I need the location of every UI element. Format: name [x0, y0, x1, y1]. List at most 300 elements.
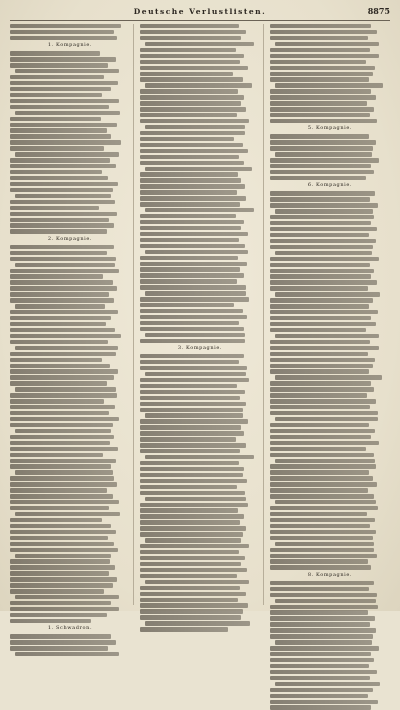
text-line [270, 518, 375, 522]
section-heading: 1. Schwadron. [47, 625, 93, 632]
text-line [140, 226, 241, 230]
text-line [140, 137, 234, 141]
text-line [10, 583, 113, 587]
section-heading: 6. Kompagnie. [307, 182, 353, 189]
text-line [140, 119, 249, 123]
text-line [140, 544, 249, 548]
text-line [270, 658, 374, 662]
section-heading: 2. Kompagnie. [47, 235, 93, 242]
text-line [270, 54, 379, 58]
text-line [15, 595, 119, 599]
text-line [10, 619, 91, 623]
text-line [145, 580, 249, 584]
text-line [10, 280, 113, 284]
text-line [140, 485, 237, 489]
text-line [10, 506, 109, 510]
text-line [270, 346, 379, 350]
text-line [270, 60, 366, 64]
text-line [10, 274, 103, 278]
text-line [270, 387, 374, 391]
text-line [270, 24, 371, 28]
text-line [140, 315, 247, 319]
text-line [270, 280, 377, 284]
text-line [145, 333, 245, 337]
text-line [275, 542, 374, 546]
text-line [270, 119, 377, 123]
text-line [140, 184, 245, 188]
text-line [15, 69, 119, 73]
text-line [140, 408, 243, 412]
column-2 [140, 24, 264, 605]
text-line [10, 634, 111, 638]
text-line [275, 83, 383, 87]
text-line [270, 146, 373, 150]
text-line [140, 598, 238, 602]
text-line [270, 548, 374, 552]
text-line [10, 447, 118, 451]
text-line [10, 322, 106, 326]
text-line [270, 322, 376, 326]
text-line [140, 425, 241, 429]
text-line [140, 36, 241, 40]
text-line [10, 51, 100, 55]
text-line [140, 149, 248, 153]
text-line [140, 77, 243, 81]
text-line [270, 464, 376, 468]
text-line [270, 304, 369, 308]
text-line [275, 640, 372, 644]
text-line [140, 244, 245, 248]
text-line [140, 526, 246, 530]
text-line [10, 571, 109, 575]
text-line [10, 134, 111, 138]
text-line [10, 340, 108, 344]
text-line [270, 245, 373, 249]
text-line [270, 310, 378, 314]
text-line [10, 146, 104, 150]
text-line [10, 565, 115, 569]
text-line [145, 621, 250, 625]
text-line [270, 134, 369, 138]
text-line [140, 54, 244, 58]
column-3 [270, 24, 390, 605]
text-line [145, 250, 248, 254]
text-line [145, 125, 245, 129]
text-line [10, 164, 116, 168]
text-line [10, 488, 107, 492]
text-line [10, 393, 117, 397]
text-line [140, 461, 239, 465]
text-line [10, 381, 107, 385]
text-line [140, 514, 244, 518]
text-line [140, 449, 240, 453]
text-line [10, 176, 108, 180]
text-line [140, 366, 247, 370]
text-line [270, 622, 370, 626]
text-line [140, 550, 239, 554]
text-line [140, 437, 236, 441]
text-line [145, 455, 254, 459]
text-line [270, 482, 377, 486]
text-line [270, 328, 366, 332]
text-line [15, 263, 115, 267]
text-line [275, 459, 375, 463]
text-line [10, 170, 102, 174]
text-line [270, 257, 379, 261]
text-line [270, 524, 370, 528]
text-line [270, 364, 373, 368]
text-line [140, 303, 234, 307]
text-line [10, 188, 113, 192]
text-line [145, 497, 246, 501]
text-line [10, 81, 118, 85]
text-line [10, 453, 103, 457]
text-line [270, 652, 371, 656]
text-line [270, 381, 371, 385]
text-line [275, 42, 379, 46]
text-line [145, 167, 252, 171]
text-line [270, 411, 378, 415]
text-line [270, 77, 369, 81]
text-line [270, 628, 376, 632]
text-line [270, 423, 369, 427]
text-line [10, 286, 117, 290]
text-line [10, 292, 109, 296]
text-line [10, 229, 107, 233]
text-line [10, 36, 117, 40]
text-line [140, 479, 247, 483]
text-line [270, 453, 374, 457]
text-line [270, 72, 373, 76]
text-line [140, 143, 243, 147]
text-line [10, 218, 109, 222]
text-line [270, 581, 374, 585]
text-line [140, 256, 238, 260]
text-line [140, 273, 244, 277]
text-line [140, 339, 245, 343]
text-line [10, 613, 107, 617]
text-line [270, 369, 369, 373]
text-line [270, 286, 368, 290]
text-line [140, 508, 238, 512]
text-line [140, 586, 240, 590]
text-line [15, 304, 105, 308]
text-line [140, 396, 240, 400]
text-line [270, 494, 374, 498]
text-line [270, 274, 371, 278]
text-line [270, 113, 370, 117]
text-line [10, 542, 114, 546]
text-line [10, 298, 114, 302]
text-line [270, 101, 367, 105]
text-line [275, 375, 382, 379]
text-line [270, 158, 379, 162]
text-line [140, 285, 246, 289]
text-line [140, 360, 239, 364]
text-line [15, 470, 113, 474]
text-line [10, 128, 107, 132]
text-line [270, 239, 376, 243]
text-line [10, 375, 114, 379]
page-title: Deutsche Verlustlisten. [133, 7, 267, 16]
text-line [270, 705, 371, 709]
text-line [270, 536, 373, 540]
text-line [140, 24, 239, 28]
text-line [10, 518, 102, 522]
text-line [10, 328, 115, 332]
text-line [10, 500, 119, 504]
text-line [140, 66, 248, 70]
text-line [10, 417, 119, 421]
text-line [270, 340, 370, 344]
text-line [140, 384, 237, 388]
text-line [270, 227, 377, 231]
text-line [275, 500, 376, 504]
text-line [270, 634, 373, 638]
section-heading: 5. Kompagnie. [307, 125, 353, 132]
text-line [270, 587, 369, 591]
text-line [270, 476, 373, 480]
text-line [270, 405, 370, 409]
text-line [10, 423, 113, 427]
text-line [270, 263, 370, 267]
text-line [270, 393, 367, 397]
text-line [270, 694, 368, 698]
section-heading: 1. Kompagnie. [47, 42, 93, 49]
text-line [15, 512, 120, 516]
text-line [270, 399, 376, 403]
text-line [140, 603, 248, 607]
text-line [10, 251, 107, 255]
text-line [10, 530, 116, 534]
text-line [10, 364, 110, 368]
text-line [275, 152, 372, 156]
text-line [270, 269, 374, 273]
text-line [270, 530, 376, 534]
text-line [10, 405, 115, 409]
text-line [15, 346, 118, 350]
text-line [270, 233, 369, 237]
text-line [270, 89, 371, 93]
text-line [140, 262, 247, 266]
text-line [10, 257, 116, 261]
text-line [10, 63, 108, 67]
text-line [270, 559, 368, 563]
text-line [140, 321, 239, 325]
text-line [140, 196, 246, 200]
text-line [270, 352, 368, 356]
text-line [270, 316, 371, 320]
text-line [270, 191, 375, 195]
text-line [10, 411, 109, 415]
text-line [270, 429, 375, 433]
text-line [270, 488, 368, 492]
text-line [270, 676, 370, 680]
text-line [10, 607, 119, 611]
text-line [140, 467, 244, 471]
section-heading: 3. Kompagnie. [177, 345, 223, 352]
text-line [10, 99, 119, 103]
text-line [10, 435, 114, 439]
text-line [140, 220, 244, 224]
text-line [140, 60, 240, 64]
text-line [10, 200, 115, 204]
text-line [270, 512, 367, 516]
text-line [10, 117, 101, 121]
text-line [15, 194, 111, 198]
text-line [10, 245, 114, 249]
text-line [270, 700, 378, 704]
text-line [140, 443, 246, 447]
text-line [140, 402, 246, 406]
text-line [10, 646, 108, 650]
text-line [10, 464, 111, 468]
text-line [140, 473, 243, 477]
text-line [140, 378, 249, 382]
text-line [145, 42, 254, 46]
text-line [10, 182, 118, 186]
text-line [140, 532, 243, 536]
text-line [10, 494, 113, 498]
text-line [270, 441, 379, 445]
text-line [10, 589, 104, 593]
text-line [275, 251, 372, 255]
text-line [140, 131, 245, 135]
text-line [145, 291, 246, 295]
text-line [140, 113, 237, 117]
text-line [10, 369, 118, 373]
text-line [275, 417, 378, 421]
text-line [10, 123, 117, 127]
text-line [270, 616, 375, 620]
text-line [140, 172, 238, 176]
text-line [270, 48, 370, 52]
text-line [10, 93, 102, 97]
text-line [140, 431, 244, 435]
text-line [270, 221, 371, 225]
text-line [10, 601, 111, 605]
text-line [270, 605, 378, 609]
text-line [275, 682, 380, 686]
text-line [270, 565, 371, 569]
text-line [270, 435, 371, 439]
text-line [140, 178, 241, 182]
text-line [15, 429, 111, 433]
text-line [10, 310, 118, 314]
text-line [140, 627, 228, 631]
page-number: 8875 [367, 6, 390, 16]
text-line [140, 327, 244, 331]
text-line [10, 212, 117, 216]
text-line [10, 158, 110, 162]
text-line [10, 75, 104, 79]
text-line [140, 267, 240, 271]
text-line [10, 399, 104, 403]
text-line [140, 419, 248, 423]
text-line [140, 491, 245, 495]
text-line [140, 354, 244, 358]
text-line [140, 101, 241, 105]
text-line [140, 568, 247, 572]
page-header [10, 6, 390, 21]
text-line [10, 206, 99, 210]
text-line [270, 107, 374, 111]
text-line [10, 358, 102, 362]
text-line [15, 652, 119, 656]
text-line [10, 482, 117, 486]
text-line [10, 548, 118, 552]
text-line [145, 372, 246, 376]
text-line [10, 24, 121, 28]
text-line [140, 279, 237, 283]
text-line [140, 592, 246, 596]
text-line [10, 316, 111, 320]
text-line [10, 476, 114, 480]
text-line [10, 223, 114, 227]
text-line [270, 358, 375, 362]
text-line [270, 66, 375, 70]
text-line [140, 89, 238, 93]
text-line [140, 390, 245, 394]
text-line [140, 95, 244, 99]
text-line [140, 615, 241, 619]
text-line [140, 574, 237, 578]
text-line [15, 152, 119, 156]
text-line [140, 297, 249, 301]
text-line [270, 215, 374, 219]
text-line [10, 30, 114, 34]
text-line [140, 503, 248, 507]
text-line [140, 238, 239, 242]
text-line [270, 176, 366, 180]
text-line [10, 269, 119, 273]
text-line [270, 164, 371, 168]
text-line [10, 524, 111, 528]
text-line [10, 57, 116, 61]
text-line [270, 298, 373, 302]
text-line [145, 208, 254, 212]
text-line [275, 292, 380, 296]
text-line [270, 593, 377, 597]
text-line [10, 105, 109, 109]
text-line [10, 334, 121, 338]
text-line [145, 413, 243, 417]
text-line [10, 87, 111, 91]
text-line [140, 232, 248, 236]
text-line [270, 447, 366, 451]
text-line [10, 459, 116, 463]
text-line [270, 688, 373, 692]
text-line [140, 190, 237, 194]
text-line [270, 30, 377, 34]
text-line [140, 609, 243, 613]
text-line [275, 209, 373, 213]
text-line [270, 646, 379, 650]
text-line [10, 140, 121, 144]
text-line [140, 556, 245, 560]
text-line [15, 387, 116, 391]
text-line [10, 559, 110, 563]
text-line [10, 577, 117, 581]
text-line [10, 536, 108, 540]
text-line [270, 554, 377, 558]
text-columns [10, 24, 390, 632]
text-line [140, 72, 233, 76]
text-line [140, 214, 236, 218]
text-line [10, 352, 116, 356]
text-line [140, 155, 239, 159]
text-line [270, 203, 378, 207]
